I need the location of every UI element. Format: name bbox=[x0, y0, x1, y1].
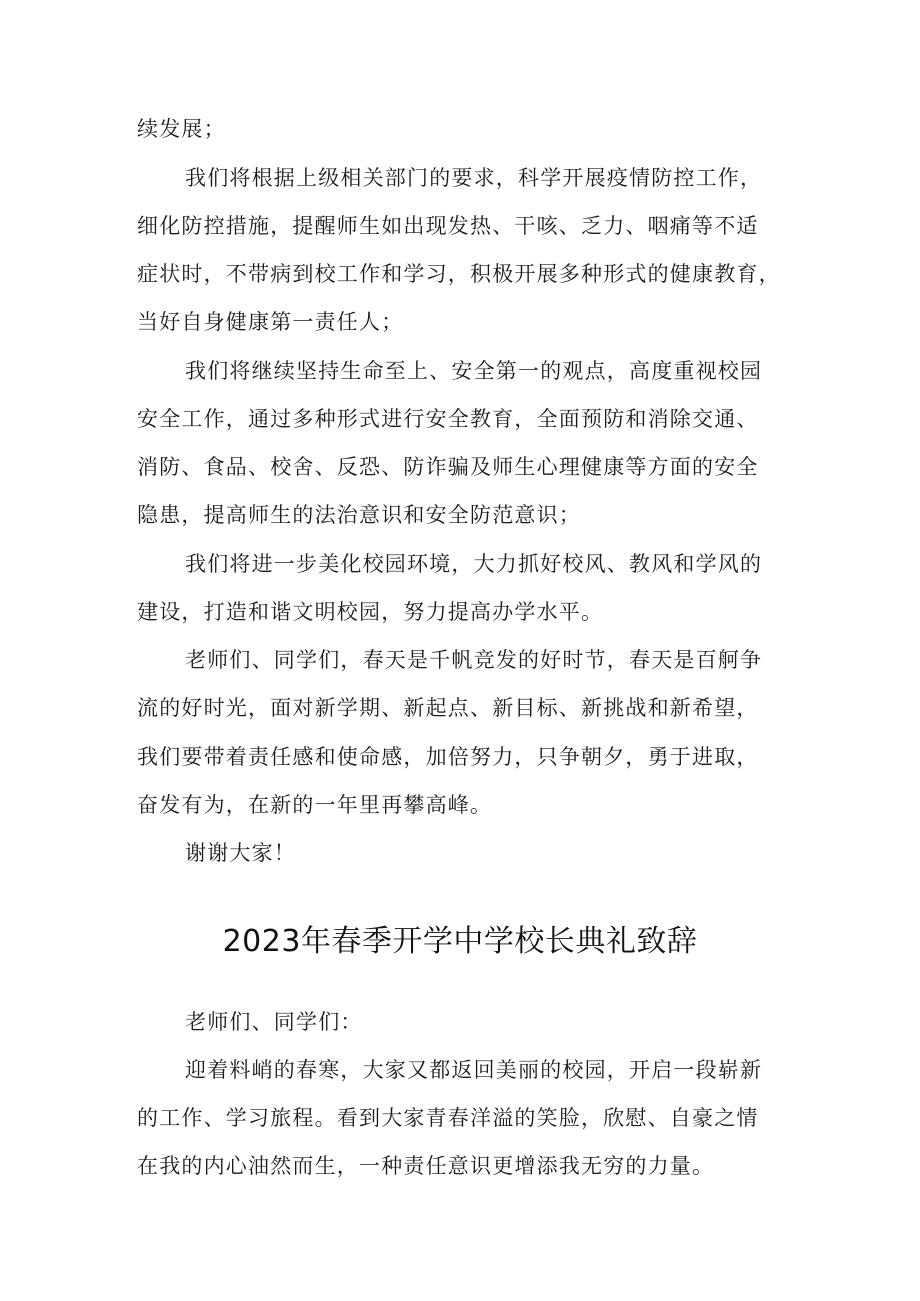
salutation-line: 老师们、同学们： bbox=[185, 1010, 363, 1034]
body-text-line: 当好自身健康第一责任人； bbox=[137, 310, 404, 334]
body-text-line: 建设，打造和谐文明校园，努力提高办学水平。 bbox=[137, 600, 604, 624]
body-text-line: 的工作、学习旅程。看到大家青春洋溢的笑脸，欣慰、自豪之情 bbox=[137, 1106, 759, 1130]
body-text-line: 老师们、同学们，春天是千帆竞发的好时节，春天是百舸争 bbox=[185, 648, 763, 672]
body-text-line: 奋发有为，在新的一年里再攀高峰。 bbox=[137, 793, 493, 817]
body-text-line: 细化防控措施，提醒师生如出现发热、干咳、乏力、咽痛等不适 bbox=[137, 214, 759, 238]
body-text-line: 隐患，提高师生的法治意识和安全防范意识； bbox=[137, 503, 581, 527]
body-text-line: 消防、食品、校舍、反恐、防诈骗及师生心理健康等方面的安全 bbox=[137, 455, 759, 479]
body-text-line: 迎着料峭的春寒，大家又都返回美丽的校园，开启一段崭新 bbox=[185, 1058, 763, 1082]
speech-title: 2023年春季开学中学校长典礼致辞 bbox=[222, 924, 698, 959]
body-text-line: 我们要带着责任感和使命感，加倍努力，只争朝夕，勇于进取， bbox=[137, 745, 759, 769]
body-text-line: 在我的内心油然而生，一种责任意识更增添我无穷的力量。 bbox=[137, 1154, 715, 1178]
closing-line: 谢谢大家！ bbox=[185, 841, 296, 865]
body-text-line: 我们将根据上级相关部门的要求，科学开展疫情防控工作， bbox=[185, 166, 763, 190]
body-text-line: 症状时，不带病到校工作和学习，积极开展多种形式的健康教育， bbox=[137, 262, 781, 286]
body-text-line: 我们将进一步美化校园环境，大力抓好校风、教风和学风的 bbox=[185, 552, 763, 576]
body-text-line: 续发展； bbox=[137, 117, 226, 141]
body-text-line: 安全工作，通过多种形式进行安全教育，全面预防和消除交通、 bbox=[137, 407, 759, 431]
body-text-line: 流的好时光，面对新学期、新起点、新目标、新挑战和新希望， bbox=[137, 696, 759, 720]
body-text-line: 我们将继续坚持生命至上、安全第一的观点，高度重视校园 bbox=[185, 359, 763, 383]
